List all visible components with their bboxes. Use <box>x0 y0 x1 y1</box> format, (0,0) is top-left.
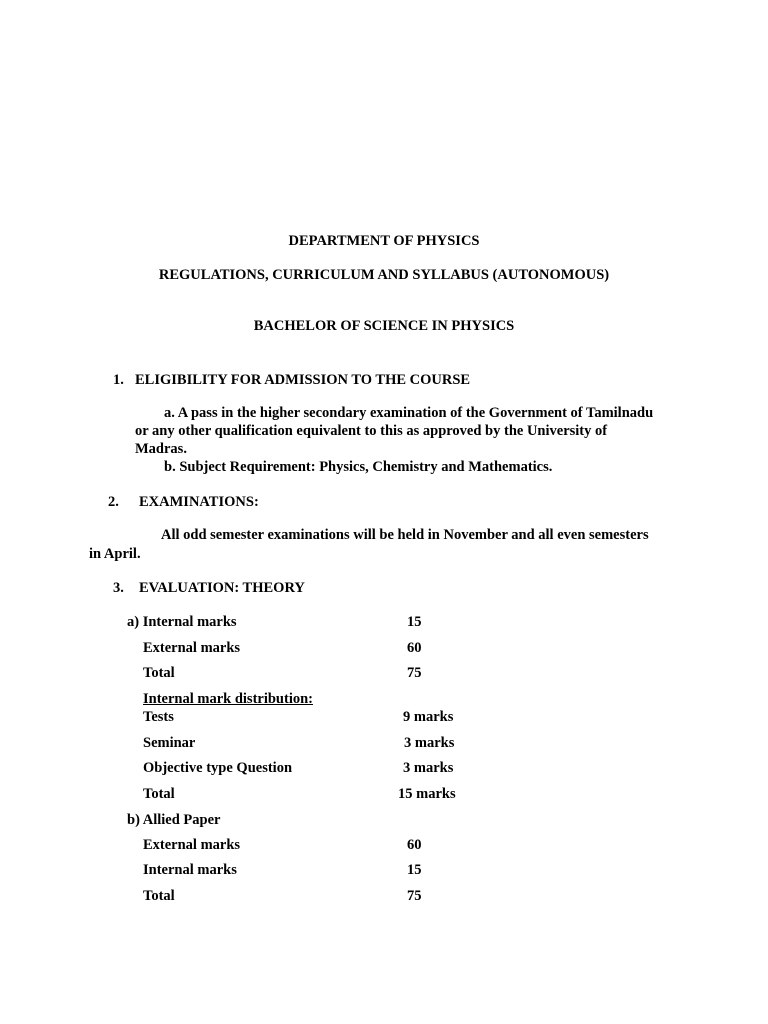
distribution-row-value: 3 marks <box>403 760 454 776</box>
eligibility-a-line-1: a. A pass in the higher secondary examination of the Government of Tamilnadu <box>164 405 654 421</box>
eligibility-a-line-3: Madras. <box>135 441 187 457</box>
regulations-title: REGULATIONS, CURRICULUM AND SYLLABUS (AUTONOMOUS) <box>158 267 610 283</box>
section2-number: 2. <box>108 494 119 510</box>
examinations-line-2: in April. <box>89 546 141 562</box>
distribution-row-value: 3 marks <box>404 735 455 751</box>
section2-title: EXAMINATIONS: <box>139 494 259 510</box>
allied-row-value: 60 <box>407 837 422 853</box>
eligibility-a-line-2: or any other qualification equivalent to this as approved by the University of <box>135 423 608 439</box>
section1-title: ELIGIBILITY FOR ADMISSION TO THE COURSE <box>135 372 471 388</box>
section3-number: 3. <box>113 580 124 596</box>
allied-row-label: Total <box>143 888 175 904</box>
section1-number: 1. <box>113 372 124 388</box>
allied-row-value: 75 <box>407 888 422 904</box>
distribution-row-label: Tests <box>143 709 174 725</box>
distribution-row-label: Total <box>143 786 175 802</box>
distribution-row-label: Objective type Question <box>143 760 293 776</box>
distribution-heading: Internal mark distribution: <box>143 691 313 707</box>
total-label: Total <box>143 665 175 681</box>
internal-marks-value: 15 <box>407 614 422 630</box>
external-marks-label: External marks <box>143 640 241 656</box>
external-marks-value: 60 <box>407 640 422 656</box>
total-value: 75 <box>407 665 422 681</box>
eligibility-b: b. Subject Requirement: Physics, Chemistry and Mathematics. <box>164 459 553 475</box>
section3-title: EVALUATION: THEORY <box>139 580 305 596</box>
distribution-row-label: Seminar <box>143 735 196 751</box>
allied-paper-label: b) Allied Paper <box>127 812 221 828</box>
distribution-row-value: 15 marks <box>398 786 456 802</box>
allied-row-label: External marks <box>143 837 241 853</box>
examinations-line-1: All odd semester examinations will be held in November and all even semesters <box>161 527 649 543</box>
allied-row-value: 15 <box>407 862 422 878</box>
degree-title: BACHELOR OF SCIENCE IN PHYSICS <box>253 318 515 334</box>
internal-marks-label: a) Internal marks <box>127 614 237 630</box>
allied-row-label: Internal marks <box>143 862 237 878</box>
department-title: DEPARTMENT OF PHYSICS <box>288 233 480 249</box>
distribution-row-value: 9 marks <box>403 709 454 725</box>
